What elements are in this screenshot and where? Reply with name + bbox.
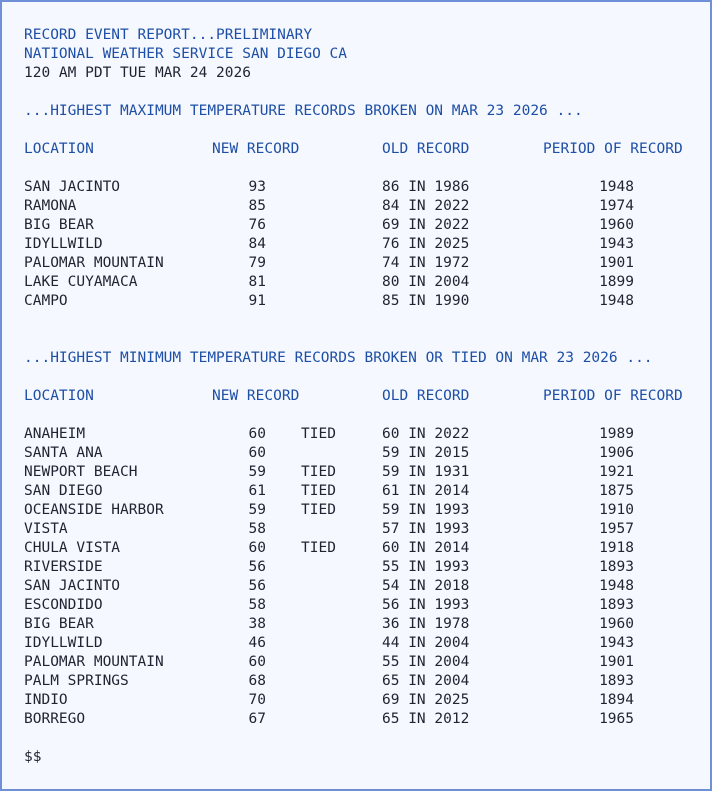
table-row xyxy=(2,463,710,482)
old-record-cell: 44 IN 2004 xyxy=(382,635,470,651)
period-of-record-cell: 1893 xyxy=(599,597,634,613)
location-cell: INDIO xyxy=(24,692,68,708)
new-record-cell: 61 xyxy=(248,483,266,499)
table-row xyxy=(2,558,710,577)
report-terminator: $$ xyxy=(24,749,42,765)
table-row xyxy=(2,482,710,501)
section-2-header-row xyxy=(2,387,710,406)
tied-flag: TIED xyxy=(301,540,336,556)
period-of-record-cell: 1943 xyxy=(599,635,634,651)
header-period-of-record: PERIOD OF RECORD xyxy=(543,141,683,157)
section-1-header-row xyxy=(2,140,710,159)
new-record-cell: 60 xyxy=(248,654,266,670)
old-record-cell: 69 IN 2025 xyxy=(382,692,470,708)
table-row xyxy=(2,444,710,463)
table-row xyxy=(2,178,710,197)
table-row xyxy=(2,216,710,235)
tied-flag: TIED xyxy=(301,464,336,480)
tied-flag: TIED xyxy=(301,426,336,442)
new-record-cell: 59 xyxy=(248,464,266,480)
section-1-title: ...HIGHEST MAXIMUM TEMPERATURE RECORDS BROKEN ON MAR 23 2026 ... xyxy=(24,103,583,119)
period-of-record-cell: 1901 xyxy=(599,255,634,271)
period-of-record-cell: 1948 xyxy=(599,578,634,594)
old-record-cell: 56 IN 1993 xyxy=(382,597,470,613)
location-cell: BORREGO xyxy=(24,711,86,727)
period-of-record-cell: 1894 xyxy=(599,692,634,708)
new-record-cell: 60 xyxy=(248,445,266,461)
old-record-cell: 86 IN 1986 xyxy=(382,179,470,195)
old-record-cell: 65 IN 2004 xyxy=(382,673,470,689)
location-cell: NEWPORT BEACH xyxy=(24,464,138,480)
table-row xyxy=(2,425,710,444)
old-record-cell: 59 IN 1931 xyxy=(382,464,470,480)
old-record-cell: 57 IN 1993 xyxy=(382,521,470,537)
table-row xyxy=(2,672,710,691)
new-record-cell: 79 xyxy=(248,255,266,271)
period-of-record-cell: 1989 xyxy=(599,426,634,442)
old-record-cell: 59 IN 1993 xyxy=(382,502,470,518)
tied-flag: TIED xyxy=(301,483,336,499)
new-record-cell: 60 xyxy=(248,540,266,556)
old-record-cell: 84 IN 2022 xyxy=(382,198,470,214)
location-cell: PALOMAR MOUNTAIN xyxy=(24,255,164,271)
table-row xyxy=(2,273,710,292)
location-cell: IDYLLWILD xyxy=(24,635,103,651)
header-period-of-record: PERIOD OF RECORD xyxy=(543,388,683,404)
old-record-cell: 36 IN 1978 xyxy=(382,616,470,632)
period-of-record-cell: 1965 xyxy=(599,711,634,727)
table-row xyxy=(2,577,710,596)
table-row xyxy=(2,501,710,520)
new-record-cell: 70 xyxy=(248,692,266,708)
table-row xyxy=(2,520,710,539)
period-of-record-cell: 1948 xyxy=(599,179,634,195)
issue-time: 120 AM PDT TUE MAR 24 2026 xyxy=(24,65,251,81)
location-cell: SAN JACINTO xyxy=(24,578,121,594)
old-record-cell: 60 IN 2014 xyxy=(382,540,470,556)
period-of-record-cell: 1875 xyxy=(599,483,634,499)
table-row xyxy=(2,615,710,634)
period-of-record-cell: 1957 xyxy=(599,521,634,537)
new-record-cell: 56 xyxy=(248,559,266,575)
section-2-title: ...HIGHEST MINIMUM TEMPERATURE RECORDS BROKEN OR TIED ON MAR 23 2026 ... xyxy=(24,350,653,366)
old-record-cell: 61 IN 2014 xyxy=(382,483,470,499)
header-old-record: OLD RECORD xyxy=(382,388,470,404)
period-of-record-cell: 1943 xyxy=(599,236,634,252)
new-record-cell: 46 xyxy=(248,635,266,651)
old-record-cell: 76 IN 2025 xyxy=(382,236,470,252)
location-cell: VISTA xyxy=(24,521,68,537)
table-row xyxy=(2,539,710,558)
table-row xyxy=(2,596,710,615)
table-row xyxy=(2,292,710,311)
table-row xyxy=(2,197,710,216)
new-record-cell: 85 xyxy=(248,198,266,214)
location-cell: CAMPO xyxy=(24,293,68,309)
table-row xyxy=(2,634,710,653)
tied-flag: TIED xyxy=(301,502,336,518)
table-row xyxy=(2,254,710,273)
new-record-cell: 93 xyxy=(248,179,266,195)
location-cell: PALM SPRINGS xyxy=(24,673,129,689)
old-record-cell: 59 IN 2015 xyxy=(382,445,470,461)
location-cell: OCEANSIDE HARBOR xyxy=(24,502,164,518)
location-cell: BIG BEAR xyxy=(24,217,94,233)
table-row xyxy=(2,691,710,710)
period-of-record-cell: 1906 xyxy=(599,445,634,461)
old-record-cell: 54 IN 2018 xyxy=(382,578,470,594)
report-title: RECORD EVENT REPORT...PRELIMINARY xyxy=(24,27,313,43)
location-cell: PALOMAR MOUNTAIN xyxy=(24,654,164,670)
new-record-cell: 91 xyxy=(248,293,266,309)
header-location: LOCATION xyxy=(24,141,94,157)
old-record-cell: 85 IN 1990 xyxy=(382,293,470,309)
header-location: LOCATION xyxy=(24,388,94,404)
old-record-cell: 74 IN 1972 xyxy=(382,255,470,271)
period-of-record-cell: 1910 xyxy=(599,502,634,518)
old-record-cell: 69 IN 2022 xyxy=(382,217,470,233)
new-record-cell: 60 xyxy=(248,426,266,442)
location-cell: SANTA ANA xyxy=(24,445,103,461)
location-cell: LAKE CUYAMACA xyxy=(24,274,138,290)
location-cell: SAN JACINTO xyxy=(24,179,121,195)
period-of-record-cell: 1948 xyxy=(599,293,634,309)
location-cell: ESCONDIDO xyxy=(24,597,103,613)
old-record-cell: 55 IN 1993 xyxy=(382,559,470,575)
table-row xyxy=(2,710,710,729)
old-record-cell: 65 IN 2012 xyxy=(382,711,470,727)
new-record-cell: 68 xyxy=(248,673,266,689)
old-record-cell: 80 IN 2004 xyxy=(382,274,470,290)
new-record-cell: 81 xyxy=(248,274,266,290)
period-of-record-cell: 1960 xyxy=(599,217,634,233)
period-of-record-cell: 1974 xyxy=(599,198,634,214)
header-new-record: NEW RECORD xyxy=(212,388,300,404)
new-record-cell: 59 xyxy=(248,502,266,518)
new-record-cell: 67 xyxy=(248,711,266,727)
location-cell: RIVERSIDE xyxy=(24,559,103,575)
period-of-record-cell: 1893 xyxy=(599,559,634,575)
location-cell: CHULA VISTA xyxy=(24,540,121,556)
old-record-cell: 60 IN 2022 xyxy=(382,426,470,442)
header-old-record: OLD RECORD xyxy=(382,141,470,157)
issuing-office: NATIONAL WEATHER SERVICE SAN DIEGO CA xyxy=(24,46,348,62)
new-record-cell: 56 xyxy=(248,578,266,594)
old-record-cell: 55 IN 2004 xyxy=(382,654,470,670)
location-cell: IDYLLWILD xyxy=(24,236,103,252)
new-record-cell: 38 xyxy=(248,616,266,632)
table-row xyxy=(2,235,710,254)
period-of-record-cell: 1921 xyxy=(599,464,634,480)
period-of-record-cell: 1901 xyxy=(599,654,634,670)
new-record-cell: 84 xyxy=(248,236,266,252)
location-cell: RAMONA xyxy=(24,198,77,214)
new-record-cell: 58 xyxy=(248,521,266,537)
period-of-record-cell: 1960 xyxy=(599,616,634,632)
header-new-record: NEW RECORD xyxy=(212,141,300,157)
location-cell: ANAHEIM xyxy=(24,426,86,442)
period-of-record-cell: 1918 xyxy=(599,540,634,556)
new-record-cell: 76 xyxy=(248,217,266,233)
period-of-record-cell: 1899 xyxy=(599,274,634,290)
table-row xyxy=(2,653,710,672)
new-record-cell: 58 xyxy=(248,597,266,613)
period-of-record-cell: 1893 xyxy=(599,673,634,689)
location-cell: SAN DIEGO xyxy=(24,483,103,499)
location-cell: BIG BEAR xyxy=(24,616,94,632)
